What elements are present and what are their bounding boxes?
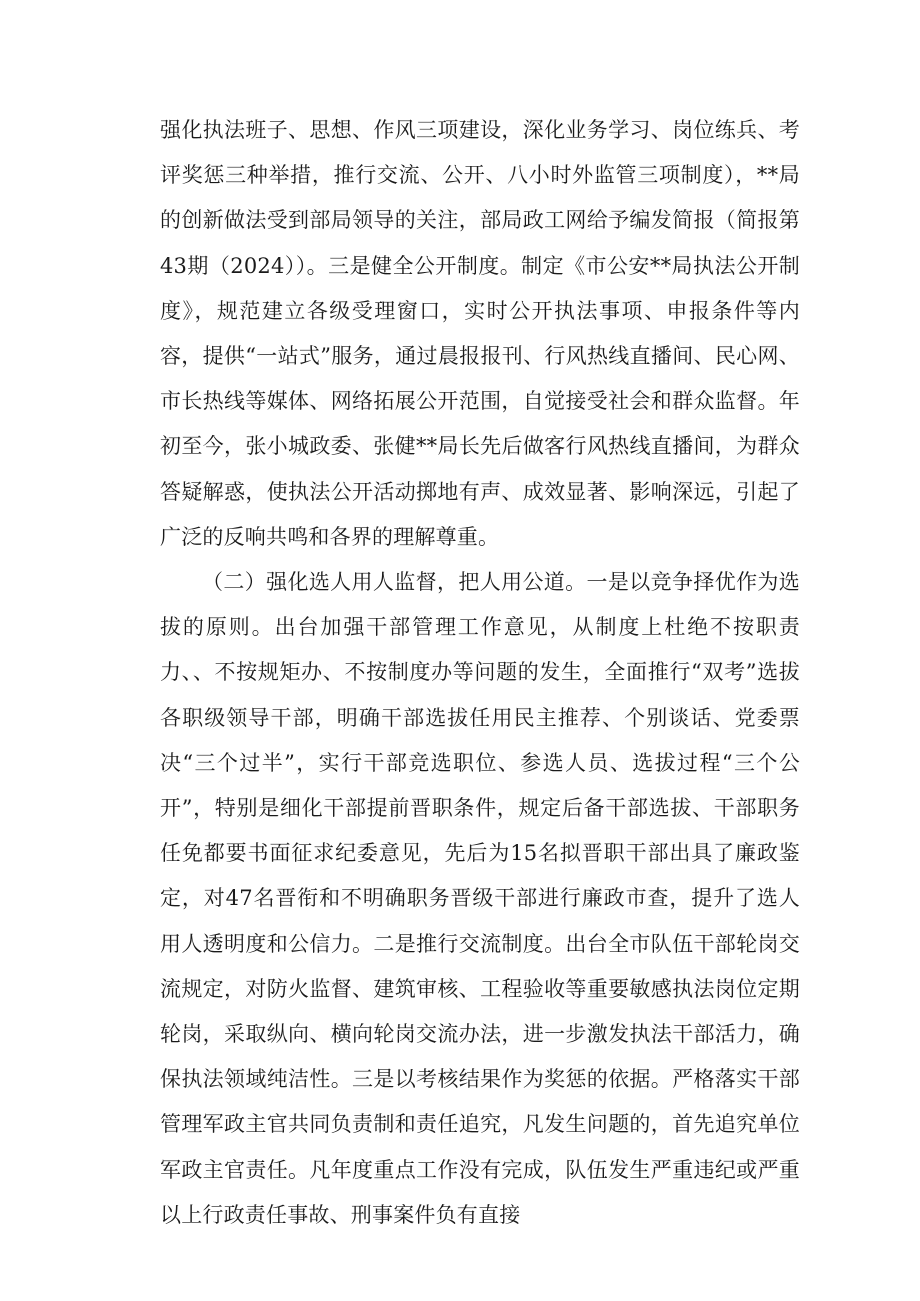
paragraph-continuation: 强化执法班子、思想、作风三项建设，深化业务学习、岗位练兵、考评奖惩三种举措，推行交流、公开、八小时外监管三项制度），**局的创新做法受到部局领导的关注，部局政工网给予编发简报（简报第43期（2024））。三是健全公开制度。制定《市公安**局执法公开制度》，规范建立各级受理窗口，实时公开执法事项、申报条件等内容，提供“一站式”服务，通过晨报报刊、行风热线直播间、民心网、市长热线等媒体、网络拓展公开范围，自觉接受社会和群众监督。年初至今，张小城政委、张健**局长先后做客行风热线直播间，为群众答疑解惑，使执法公开活动掷地有声、成效显著、影响深远，引起了广泛的反响共鸣和各界的理解尊重。 [160, 118, 800, 549]
paragraph-section-two: （二）强化选人用人监督，把人用公道。一是以竞争择优作为选拔的原则。出台加强干部管理工作意见，从制度上杜绝不按职责力、、不按规矩办、不按制度办等问题的发生，全面推行“双考”选拔各职级领导干部，明确干部选拔任用民主推荐、个别谈话、党委票决“三个过半”，实行干部竞选职位、参选人员、选拔过程“三个公开”，特别是细化干部提前晋职条件，规定后备干部选拔、干部职务任免都要书面征求纪委意见，先后为15名拟晋职干部出具了廉政鉴定，对47名晋衔和不明确职务晋级干部进行廉政市查，提升了选人用人透明度和公信力。二是推行交流制度。出台全市队伍干部轮岗交流规定，对防火监督、建筑审核、工程验收等重要敏感执法岗位定期轮岗，采取纵向、横向轮岗交流办法，进一步激发执法干部活力，确保执法领域纯洁性。三是以考核结果作为奖惩的依据。严格落实干部管理军政主官共同负责制和责任追究，凡发生问题的，首先追究单位军政主官责任。凡年度重点工作没有完成，队伍发生严重违纪或严重以上行政责任事故、刑事案件负有直接 [160, 570, 800, 1227]
document-body [160, 108, 800, 1238]
